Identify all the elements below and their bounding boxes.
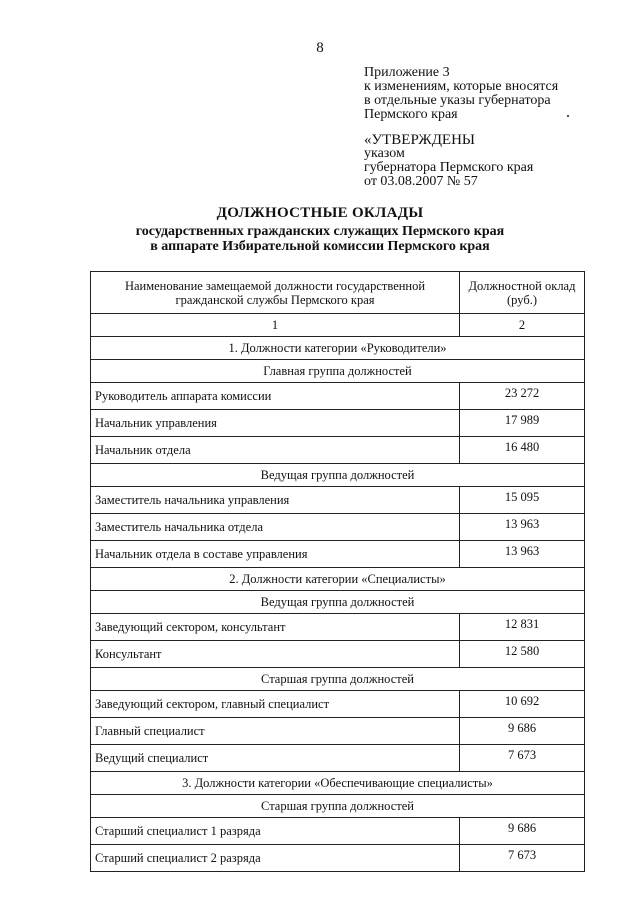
table-row [91, 437, 585, 464]
position-name: Заведующий сектором, главный специалист [91, 691, 460, 718]
salary-value: 23 272 [460, 383, 585, 410]
position-name: Руководитель аппарата комиссии [91, 383, 460, 410]
section-row [91, 772, 585, 795]
section-label: 2. Должности категории «Специалисты» [91, 568, 585, 591]
table-row [91, 845, 585, 872]
salary-value: 13 963 [460, 514, 585, 541]
document-title: ДОЛЖНОСТНЫЕ ОКЛАДЫ [216, 205, 424, 221]
appendix-line: в отдельные указы губернатора [364, 93, 551, 108]
position-name: Начальник отдела в составе управления [91, 541, 460, 568]
salary-value: 7 673 [460, 845, 585, 872]
section-row [91, 568, 585, 591]
section-row [91, 591, 585, 614]
subtitle-line: в аппарате Избирательной комиссии Пермского края [150, 239, 490, 254]
table-row [91, 641, 585, 668]
table-row [91, 745, 585, 772]
appendix-line: Пермского края [364, 107, 458, 122]
salary-value: 13 963 [460, 541, 585, 568]
table-header-row [91, 272, 585, 314]
table-row [91, 691, 585, 718]
salary-value: 9 686 [460, 718, 585, 745]
column-header-salary: Должностной оклад (руб.) [460, 272, 585, 314]
appendix-block [364, 66, 558, 122]
document-subtitle [0, 224, 640, 254]
page-number: 8 [316, 40, 324, 56]
salary-value: 17 989 [460, 410, 585, 437]
approved-heading: «УТВЕРЖДЕНЫ [364, 132, 476, 148]
position-name: Старший специалист 2 разряда [91, 845, 460, 872]
position-name: Старший специалист 1 разряда [91, 818, 460, 845]
position-name: Начальник управления [91, 410, 460, 437]
appendix-line: к изменениям, которые вносятся [364, 79, 559, 94]
table-column-number-row [91, 314, 585, 337]
section-row [91, 668, 585, 691]
position-name: Ведущий специалист [91, 745, 460, 772]
salary-value: 12 580 [460, 641, 585, 668]
section-row [91, 337, 585, 360]
subtitle-line: государственных гражданских служащих Пермского края [135, 224, 505, 239]
salary-table [90, 271, 585, 872]
position-name: Заместитель начальника отдела [91, 514, 460, 541]
section-label: Ведущая группа должностей [91, 591, 585, 614]
salary-value: 16 480 [460, 437, 585, 464]
appendix-line: Приложение 3 [364, 65, 450, 80]
position-name: Начальник отдела [91, 437, 460, 464]
salary-value: 7 673 [460, 745, 585, 772]
table-row [91, 410, 585, 437]
table-row [91, 514, 585, 541]
table-row [91, 383, 585, 410]
salary-value: 10 692 [460, 691, 585, 718]
section-label: 3. Должности категории «Обеспечивающие специалисты» [91, 772, 585, 795]
approved-line: от 03.08.2007 № 57 [364, 174, 478, 189]
section-label: Ведущая группа должностей [91, 464, 585, 487]
salary-value: 12 831 [460, 614, 585, 641]
section-row [91, 464, 585, 487]
approved-block [364, 133, 533, 189]
column-number-2: 2 [460, 314, 585, 337]
table-row [91, 541, 585, 568]
table-row [91, 718, 585, 745]
section-label: Старшая группа должностей [91, 795, 585, 818]
salary-value: 15 095 [460, 487, 585, 514]
scan-speck [567, 115, 569, 117]
position-name: Заведующий сектором, консультант [91, 614, 460, 641]
table-row [91, 818, 585, 845]
column-number-1: 1 [91, 314, 460, 337]
section-label: 1. Должности категории «Руководители» [91, 337, 585, 360]
section-label: Старшая группа должностей [91, 668, 585, 691]
section-row [91, 360, 585, 383]
table-row [91, 487, 585, 514]
column-header-position: Наименование замещаемой должности государственной гражданской службы Пермского края [91, 272, 460, 314]
section-label: Главная группа должностей [91, 360, 585, 383]
section-row [91, 795, 585, 818]
approved-line: губернатора Пермского края [364, 160, 534, 175]
salary-value: 9 686 [460, 818, 585, 845]
position-name: Главный специалист [91, 718, 460, 745]
position-name: Заместитель начальника управления [91, 487, 460, 514]
table-row [91, 614, 585, 641]
approved-line: указом [364, 146, 405, 161]
position-name: Консультант [91, 641, 460, 668]
